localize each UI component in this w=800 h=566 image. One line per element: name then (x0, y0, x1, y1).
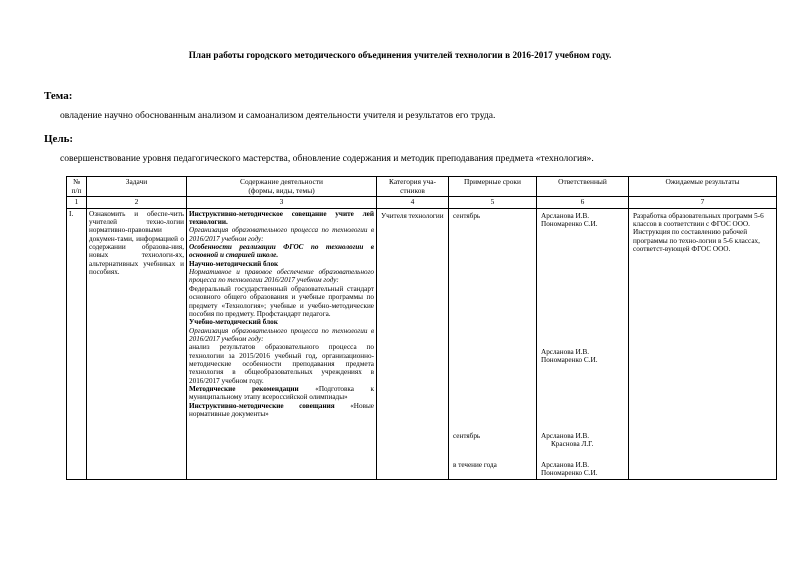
plan-table-wrapper (66, 176, 777, 480)
goal-label: Цель: (44, 133, 74, 145)
content-italic-1: Организация образовательного процесса по технологии в 2016/2017 учебном году: (189, 226, 374, 243)
row-content (187, 208, 377, 479)
responsible-entry-3 (541, 432, 624, 449)
header-cell-terms: Примерные сроки (449, 177, 537, 197)
header-cell-tasks: Задачи (87, 177, 187, 197)
term-entry-2: сентябрь (453, 431, 481, 440)
header-number-line1: № (72, 177, 81, 186)
row-tasks: Ознакомить и обеспе-чить учителей техно-логии нормативно-правовыми докумен-тами, информацией о содержании образова-ния, новых технологи-ях, альтернативных учебниках и пособиях. (87, 208, 187, 479)
colnum-3: 3 (187, 197, 377, 209)
term-entry-1: сентябрь (453, 211, 481, 220)
header-category-line2: стников (400, 185, 425, 195)
header-cell-number (67, 177, 87, 197)
row-results (629, 208, 777, 479)
header-category-line1: Категория уча- (388, 177, 437, 186)
header-content-line2: (формы, виды, темы) (248, 185, 315, 195)
table-row (67, 208, 777, 479)
header-row (67, 177, 777, 197)
content-text-3: «Подготовка к муниципальному этапу всероссийской олимпиады» (189, 384, 375, 402)
content-italic-3: Организация образовательного процесса по технологии в 2016/2017 учебном году: (189, 326, 374, 343)
responsible-entry-1 (541, 212, 624, 229)
row-category (377, 208, 449, 479)
responsible-entry-4-line1: Арсланова И.В. (541, 460, 590, 469)
content-block-4 (189, 385, 374, 402)
theme-label: Тема: (44, 90, 73, 102)
responsible-entry-4-line2: Пономаренко С.И. (541, 469, 598, 478)
content-heading-2: Научно-методический блок (189, 259, 279, 268)
category-value: Учителя технологии (381, 211, 444, 220)
content-text-2: анализ результатов образовательного процесса по технологии за 2015/2016 учебный год, организационно-методические особенности преподавания предмета технология в общеобразовательных учреждениях в 2016/2017 учебном году. (189, 343, 374, 385)
content-italic-2: Нормативное и правовое обеспечение образовательного процесса по технологии 2016/2017 учебном году: (189, 268, 374, 285)
colnum-5: 5 (449, 197, 537, 209)
goal-text: совершенствование уровня педагогического мастерства, обновление содержания и методик преподавания предмета «технология». (60, 153, 594, 164)
responsible-entry-4 (541, 461, 624, 478)
column-number-row (67, 197, 777, 209)
page-title: План работы городского методического объединения учителей технологии в 2016-2017 учебном году. (188, 50, 612, 60)
responsible-entry-2-line1: Арсланова И.В. (541, 347, 590, 356)
responsible-entry-3-line1: Арсланова И.В. (541, 431, 590, 440)
header-cell-category (377, 177, 449, 197)
responsible-entry-1-line1: Арсланова И.В. (541, 211, 590, 220)
header-content-line1: Содержание деятельности (240, 177, 323, 186)
header-cell-content (187, 177, 377, 197)
colnum-1: 1 (67, 197, 87, 209)
content-text-1: Федеральный государственный образовательный стандарт основного общего образования и учебные программы по предмету «Технология»; учебные и учебно-методические пособия по предмету. Профстандарт педагога. (189, 284, 374, 318)
colnum-2: 2 (87, 197, 187, 209)
results-value: Разработка образовательных программ 5-6 классов в соответствии с ФГОС ООО. Инструкция по составлению рабочей программы по техно-логии в 5-6 классах, соответст-вующей ФГОС ООО. (633, 211, 764, 254)
content-heading-5: Инструктивно-методические совещания (189, 401, 335, 410)
content-heading-4: Методические рекомендации (189, 384, 299, 393)
content-text-4: «Новые нормативные документы» (189, 401, 374, 418)
row-responsible (537, 208, 629, 479)
header-cell-results: Ожидаемые результаты (629, 177, 777, 197)
table-body (67, 208, 777, 479)
responsible-entry-3-line2: Краснова Л.Г. (551, 440, 594, 449)
content-heading-1: Инструктивно-методическое совещание учите лей технологии. (189, 209, 374, 227)
content-block-5 (189, 402, 374, 419)
table-head (67, 177, 777, 209)
responsible-entry-2 (541, 348, 624, 365)
row-terms (449, 208, 537, 479)
category-stack (379, 210, 446, 478)
responsible-entry-2-line2: Пономаренко С.И. (541, 356, 598, 365)
content-heading-3: Учебно-методический блок (189, 318, 278, 327)
term-entry-3: в течение года (453, 460, 497, 469)
colnum-6: 6 (537, 197, 629, 209)
terms-stack (451, 210, 534, 478)
plan-table (66, 176, 777, 480)
theme-text: овладение научно обоснованным анализом и самоанализом деятельности учителя и результатов его труда. (60, 110, 496, 121)
responsible-entry-1-line2: Пономаренко С.И. (541, 220, 598, 229)
header-number-line2: п/п (71, 185, 82, 195)
row-index: I. (67, 208, 87, 479)
colnum-7: 7 (629, 197, 777, 209)
responsible-stack (539, 210, 626, 478)
content-bolditalic-1: Особенности реализации ФГОС по технологии в основной и старшей школе. (189, 243, 374, 260)
results-stack (631, 210, 774, 478)
colnum-4: 4 (377, 197, 449, 209)
header-cell-responsible: Ответственный (537, 177, 629, 197)
